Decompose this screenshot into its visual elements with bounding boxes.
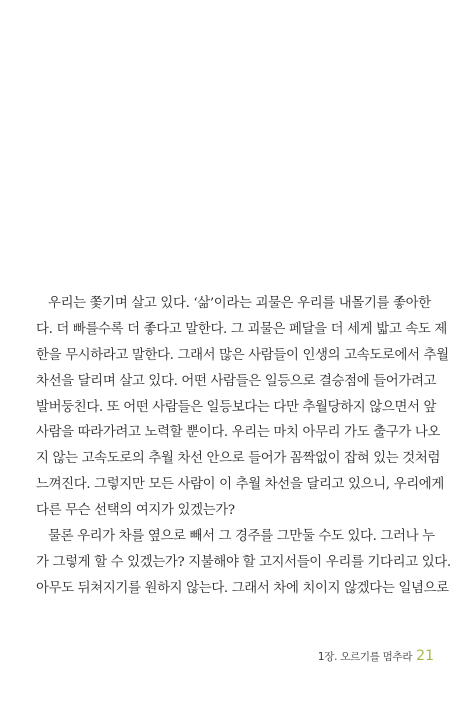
paragraph-line: 발버둥친다. 또 어떤 사람들은 일등보다는 다만 추월당하지 않으면서 앞 <box>36 399 437 415</box>
paragraph-line: 다른 무슨 선택의 여지가 있겠는가? <box>36 503 235 519</box>
paragraph-line: 우리는 쫓기며 살고 있다. ‘삶’이라는 괴물은 우리를 내몰기를 좋아한 <box>48 296 431 311</box>
paragraph-line: 지 않는 고속도로의 추월 차선 안으로 들어가 꼼짝없이 잡혀 있는 것처럼 <box>36 451 441 467</box>
paragraph-line: 가 그렇게 할 수 있겠는가? 지불해야 할 고지서들이 우리를 기다리고 있다. <box>36 554 451 570</box>
paragraph-line: 물론 우리가 차를 옆으로 빼서 그 경주를 그만둘 수도 있다. 그러나 누 <box>48 529 435 545</box>
body-text <box>36 291 451 602</box>
paragraph-line: 한을 무시하라고 말한다. 그래서 많은 사람들이 인생의 고속도로에서 추월 <box>36 347 449 363</box>
paragraph-line: 아무도 뒤쳐지기를 원하지 않는다. 그래서 차에 치이지 않겠다는 일념으로 <box>36 580 449 596</box>
page-number: 21 <box>416 648 434 664</box>
paragraph-line: 다. 더 빠를수록 더 좋다고 말한다. 그 괴물은 페달을 더 세게 밟고 속도 제 <box>36 321 447 337</box>
page-footer <box>318 648 434 668</box>
paragraph-line: 사람을 따라가려고 노력할 뿐이다. 우리는 마치 아무리 가도 출구가 나오 <box>36 425 441 441</box>
paragraph-line: 느껴진다. 그렇지만 모든 사람이 이 추월 차선을 달리고 있으니, 우리에게 <box>36 477 444 493</box>
chapter-title: 1장. 오르기를 멈추라 <box>317 651 413 663</box>
paragraph-line: 차선을 달리며 살고 있다. 어떤 사람들은 일등으로 결승점에 들어가려고 <box>36 373 437 389</box>
